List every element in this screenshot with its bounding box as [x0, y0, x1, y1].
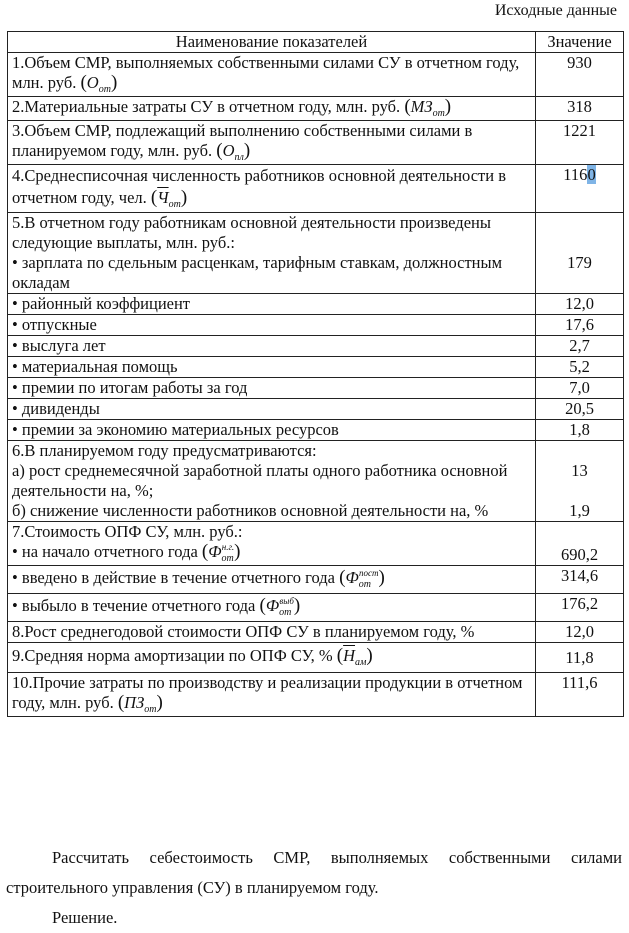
row-label: • отпускные: [8, 315, 536, 336]
symbol: Ф: [345, 568, 359, 587]
subscript: от: [358, 579, 371, 590]
superscript: пост: [358, 568, 379, 578]
table-row: [8, 622, 624, 643]
row-value: 690,2: [536, 522, 624, 566]
row-label: • введено в действие в течение отчетного года $(Ф_{от}^{пост})$: [8, 566, 536, 594]
row-value: 7,0: [536, 378, 624, 399]
row-label: 6.В планируемом году предусматриваются: а) рост среднемесячной заработной платы одного работника основной деятельности на, %; б) снижение численности работников основной деятельности на, %: [8, 441, 536, 522]
row-value: 318: [536, 97, 624, 121]
row-value: 179: [536, 213, 624, 294]
symbol: Ч: [157, 188, 169, 207]
table-row: [8, 121, 624, 165]
row-label: • премии по итогам работы за год: [8, 378, 536, 399]
subscript: от: [168, 199, 181, 210]
table-row: [8, 336, 624, 357]
symbol: О: [222, 141, 235, 160]
row-label: 7.Стоимость ОПФ СУ, млн. руб.: • на начало отчетного года $(Ф_{от}^{н.г.})$: [8, 522, 536, 566]
row-value: 12,0: [536, 622, 624, 643]
header-value: Значение: [536, 32, 624, 53]
symbol: Ф: [265, 596, 280, 615]
row-value: 314,6: [536, 566, 624, 594]
row-label: 5.В отчетном году работникам основной деятельности произведены следующие выплаты, млн. руб.: • зарплата по сдельным расценкам, тарифным ставкам, должностным окладам: [8, 213, 536, 294]
subscript: от: [144, 704, 157, 715]
subscript: от: [279, 607, 292, 618]
row-value: 111,6: [536, 673, 624, 717]
table-row: [8, 441, 624, 522]
subscript: от: [98, 84, 111, 95]
table-row: [8, 378, 624, 399]
symbol: МЗ: [410, 97, 433, 116]
row-value: 5,2: [536, 357, 624, 378]
row-label: 8.Рост среднегодовой стоимости ОПФ СУ в планируемом году, %: [8, 622, 536, 643]
caption: Исходные данные: [494, 2, 617, 19]
subscript: от: [221, 553, 234, 564]
row-label: 2.Материальные затраты СУ в отчетном году, млн. руб. $(МЗ_{от})$: [8, 97, 536, 121]
row-value: 2,7: [536, 336, 624, 357]
table-row: [8, 594, 624, 622]
row-label: • дивиденды: [8, 399, 536, 420]
row-value: 1160: [536, 165, 624, 213]
row-label: 10.Прочие затраты по производству и реализации продукции в отчетном году, млн. руб. $(ПЗ_{от})$: [8, 673, 536, 717]
row-value: 930: [536, 53, 624, 97]
row-label: • выбыло в течение отчетного года $(Ф_{от}^{выб})$: [8, 594, 536, 622]
row-value: 1221: [536, 121, 624, 165]
subscript: пл: [234, 152, 244, 163]
table-row: [8, 53, 624, 97]
row-label: • материальная помощь: [8, 357, 536, 378]
symbol: ПЗ: [124, 693, 145, 712]
row-label: 3.Объем СМР, подлежащий выполнению собственными силами в планируемом году, млн. руб. $(О_{пл})$: [8, 121, 536, 165]
table-header-row: [8, 32, 624, 53]
row-value: 1,8: [536, 420, 624, 441]
solution-heading: Решение.: [52, 908, 118, 927]
table-row: [8, 97, 624, 121]
table-row: [8, 357, 624, 378]
table-row: [8, 213, 624, 294]
table-row: [8, 643, 624, 673]
row-value: 13 1,9: [536, 441, 624, 522]
row-label: 9.Средняя норма амортизации по ОПФ СУ, % $(Н_{ам})$: [8, 643, 536, 673]
row-value: 20,5: [536, 399, 624, 420]
table-row: [8, 566, 624, 594]
table-row: [8, 294, 624, 315]
task-paragraph: Рассчитать себестоимость СМР, выполняемых собственными силами строительного управления (СУ) в планируемом году.: [6, 848, 622, 897]
table-row: [8, 522, 624, 566]
table-row: [8, 165, 624, 213]
table-row: [8, 673, 624, 717]
row-label: 4.Среднесписочная численность работников основной деятельности в отчетном году, чел. $(Ч_{от})$: [8, 165, 536, 213]
row-value: 176,2: [536, 594, 624, 622]
row-label: • выслуга лет: [8, 336, 536, 357]
superscript: н.г.: [221, 542, 235, 552]
row-label: • премии за экономию материальных ресурсов: [8, 420, 536, 441]
row-label: 1.Объем СМР, выполняемых собственными силами СУ в отчетном году, млн. руб. $(О_{от})$: [8, 53, 536, 97]
table-row: [8, 315, 624, 336]
input-data-table: [7, 31, 624, 717]
table-row: [8, 420, 624, 441]
header-name: Наименование показателей: [8, 32, 536, 53]
row-value: 12,0: [536, 294, 624, 315]
subscript: ам: [355, 657, 367, 668]
row-label: • районный коэффициент: [8, 294, 536, 315]
subscript: от: [432, 108, 445, 119]
superscript: выб: [279, 596, 294, 606]
table-row: [8, 399, 624, 420]
row-value: 17,6: [536, 315, 624, 336]
symbol: О: [86, 73, 99, 92]
symbol: Н: [343, 646, 356, 665]
row-value: 11,8: [536, 643, 624, 673]
symbol: Ф: [208, 542, 222, 561]
selection-highlight: 0: [587, 165, 596, 184]
